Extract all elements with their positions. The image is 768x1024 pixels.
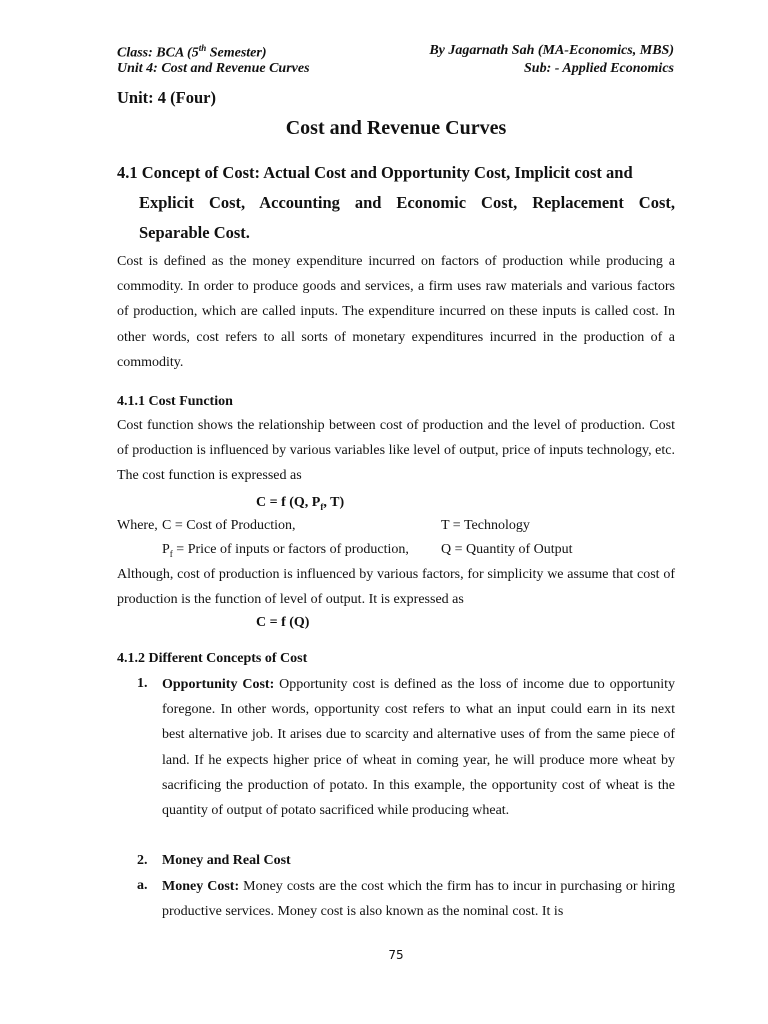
- header-unit: Unit 4: Cost and Revenue Curves: [117, 61, 310, 76]
- definition-pf: [162, 542, 409, 559]
- header-author: By Jagarnath Sah (MA-Economics, MBS): [429, 43, 674, 58]
- header-subject: Sub: - Applied Economics: [524, 61, 674, 76]
- class-text: Class: BCA (5: [117, 45, 199, 61]
- list-item-label: Money Cost:: [162, 879, 240, 894]
- equation-text: C = f (Q, P: [256, 495, 321, 510]
- list-letter: a.: [137, 878, 148, 893]
- section-heading-4-1: [117, 158, 675, 248]
- unit-label: Unit: 4 (Four): [117, 88, 216, 107]
- definition-t: T = Technology: [441, 518, 530, 533]
- class-sup: th: [198, 43, 207, 53]
- section-heading-4-1-1: 4.1.1 Cost Function: [117, 394, 233, 409]
- definition-q: Q = Quantity of Output: [441, 542, 573, 557]
- where-label: Where,: [117, 518, 158, 533]
- definition-text: P: [162, 542, 170, 557]
- list-number: 1.: [137, 676, 148, 691]
- list-number: 2.: [137, 853, 148, 868]
- section-heading-line: Separable Cost.: [139, 223, 250, 242]
- header-class: [117, 43, 266, 62]
- class-text-end: Semester): [206, 45, 267, 61]
- definition-text-end: = Price of inputs or factors of production,: [172, 542, 409, 557]
- definition-sub: f: [169, 548, 173, 559]
- list-item-text: Money costs are the cost which the firm has to incur in purchasing or hiring productive services. Money cost is also known as the nominal cost. It is: [162, 879, 675, 920]
- list-item-opportunity-cost: [162, 672, 675, 823]
- cost-function-equation: [256, 495, 344, 512]
- simplified-equation: C = f (Q): [256, 615, 310, 630]
- equation-sub: f: [320, 501, 324, 512]
- section-heading-line: Explicit Cost, Accounting and Economic Cost, Replacement Cost,: [139, 193, 675, 212]
- page-number: 75: [388, 948, 404, 962]
- page-title: Cost and Revenue Curves: [285, 117, 507, 139]
- list-item-label: Opportunity Cost:: [162, 677, 275, 692]
- list-item-money-cost: [162, 874, 675, 924]
- section-heading-4-1-2: 4.1.2 Different Concepts of Cost: [117, 651, 308, 666]
- equation-text-end: , T): [323, 495, 345, 510]
- list-item-text: Opportunity cost is defined as the loss of income due to opportunity foregone. In other words, opportunity cost refers to what an input could earn in its next best alternative job. It arises due to scarcity and alternative uses of from the same piece of land. If he expects higher price of wheat in coming year, he will produce more wheat by sacrificing the production of potato. In this example, the opportunity cost of wheat is the quantity of output of potato sacrificed while producing wheat.: [162, 677, 675, 819]
- section-heading-line: 4.1 Concept of Cost: Actual Cost and Opportunity Cost, Implicit cost and: [117, 163, 633, 182]
- definition-c: C = Cost of Production,: [162, 518, 296, 533]
- simplification-paragraph: Although, cost of production is influenced by various factors, for simplicity we assume that cost of production is the function of level of output. It is expressed as: [117, 567, 675, 608]
- list-item-money-real-cost: Money and Real Cost: [162, 853, 291, 868]
- cost-function-paragraph: Cost function shows the relationship between cost of production and the level of production. Cost of production is influenced by various variables like level of output, price of inputs technology, etc. The cost function is expressed as: [117, 418, 675, 484]
- intro-paragraph: Cost is defined as the money expenditure incurred on factors of production while producing a commodity. In order to produce goods and services, a firm uses raw materials and various factors of production, which are called inputs. The expenditure incurred on these inputs is called cost. In other words, cost refers to all sorts of monetary expenditures incurred in the production of a commodity.: [117, 254, 675, 370]
